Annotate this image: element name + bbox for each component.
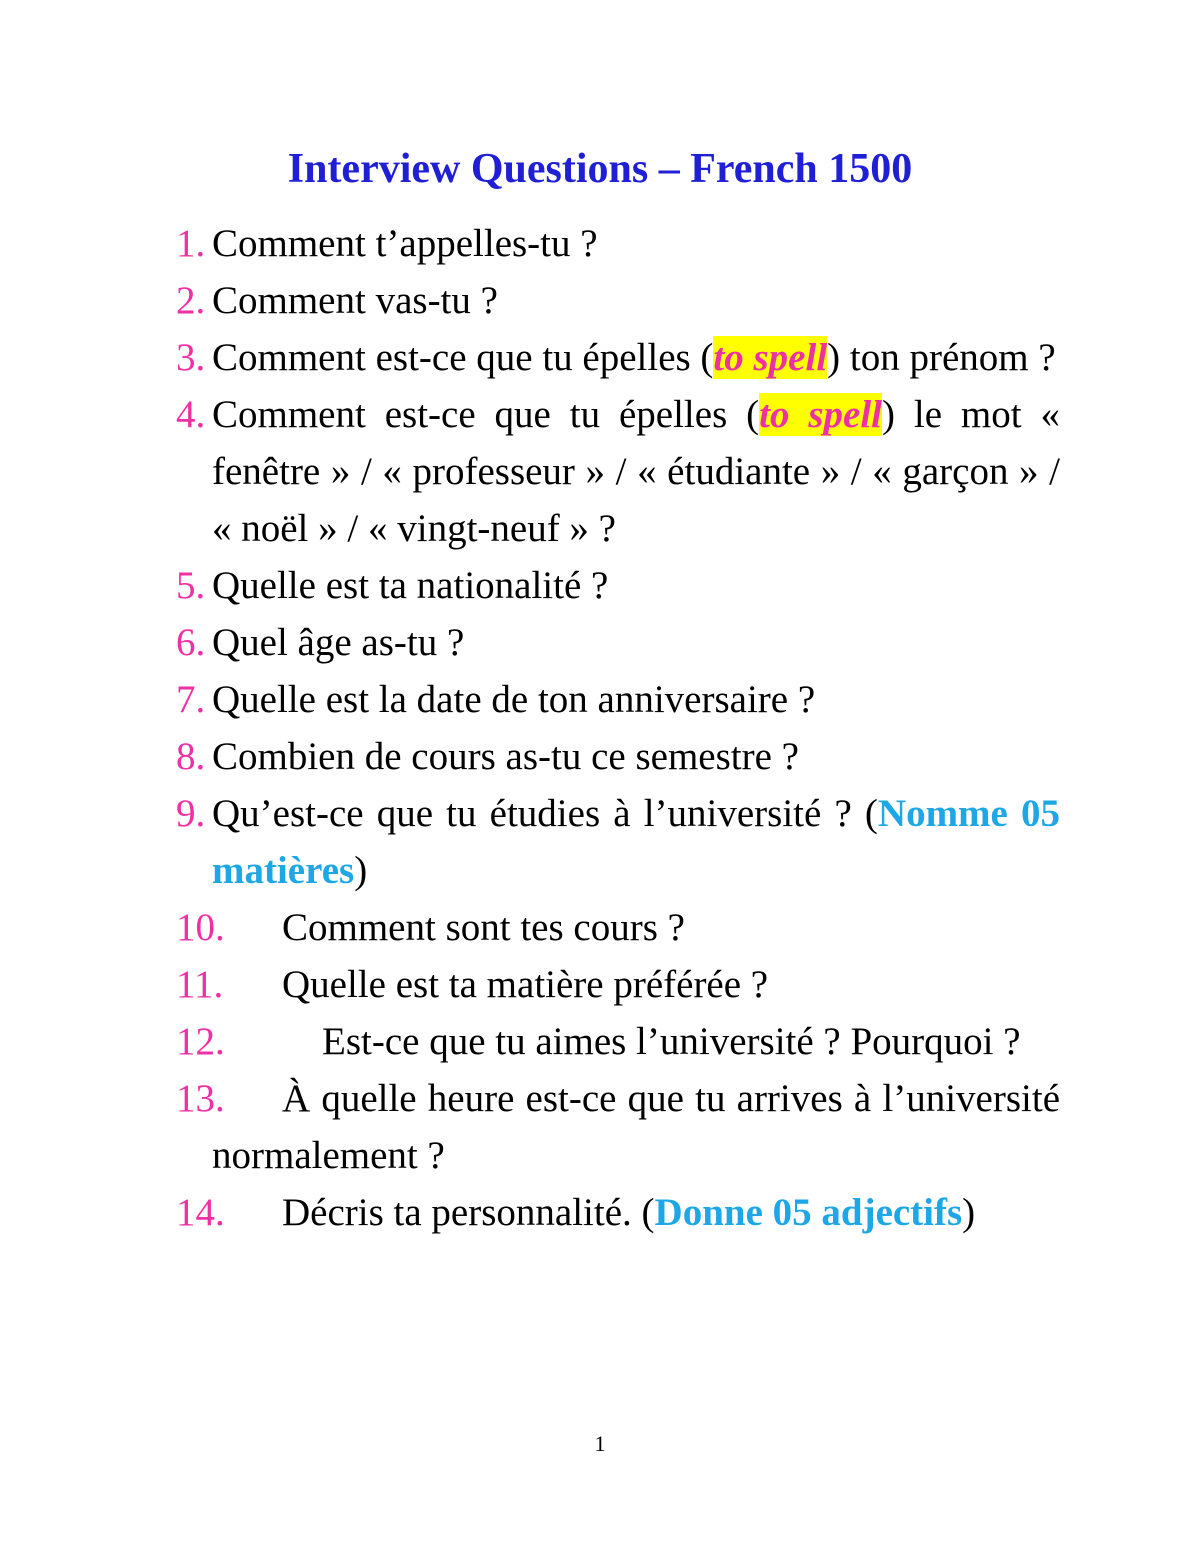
question-item [176,1070,1060,1184]
question-item [176,785,1060,899]
instruction-note: Nomme 05 matières [212,792,1060,892]
question-text-end: ) [962,1191,976,1234]
question-number: 2. [176,279,206,322]
question-number: 4. [176,393,206,436]
question-text: Comment est-ce que tu épelles ( [212,336,714,379]
question-item [176,671,1060,728]
question-text-end: ) [354,849,368,892]
question-list [176,215,1060,1241]
instruction-note: Donne 05 adjectifs [654,1191,963,1234]
question-number: 9. [176,792,206,835]
question-item [176,1184,1060,1241]
question-number: 7. [176,678,206,721]
page-title: Interview Questions – French 1500 [287,146,913,192]
question-text: Comment est-ce que tu épelles ( [212,393,760,436]
question-item [176,557,1060,614]
question-number: 6. [176,621,206,664]
question-text: À quelle heure est-ce que tu arrives à l’université normalement ? [212,1077,1060,1177]
question-item [176,272,1060,329]
question-number: 11. [176,963,224,1006]
question-text: Quelle est la date de ton anniversaire ? [212,678,816,721]
question-text: Comment sont tes cours ? [282,906,685,949]
question-text: Qu’est-ce que tu étudies à l’université ? ( [212,792,878,835]
question-item [176,614,1060,671]
question-text-end: ) le mot « fenêtre » / « professeur » / « étudiante » / « garçon » / « noël » / « vingt-neuf » ? [212,393,1060,550]
page-number: 1 [594,1431,606,1456]
question-number: 14. [176,1191,225,1234]
question-text: Combien de cours as-tu ce semestre ? [212,735,799,778]
question-number: 13. [176,1077,225,1120]
question-text: Quelle est ta matière préférée ? [282,963,769,1006]
question-text: Est-ce que tu aimes l’université ? Pourquoi ? [322,1020,1021,1063]
question-number: 8. [176,735,206,778]
question-item [176,215,1060,272]
question-text: Quelle est ta nationalité ? [212,564,609,607]
question-text: Comment vas-tu ? [212,279,498,322]
question-number: 1. [176,222,206,265]
question-number: 10. [176,906,225,949]
question-text: Quel âge as-tu ? [212,621,465,664]
question-item [176,386,1060,557]
question-text-end: ) ton prénom ? [827,336,1056,379]
highlight-to-spell: to spell [759,393,883,436]
question-text: Comment t’appelles-tu ? [212,222,598,265]
question-item [176,329,1060,386]
question-number: 5. [176,564,206,607]
question-item [176,899,1060,956]
question-number: 3. [176,336,206,379]
highlight-to-spell: to spell [713,336,828,379]
question-item [176,728,1060,785]
question-item [176,1013,1060,1070]
question-number: 12. [176,1020,225,1063]
question-item [176,956,1060,1013]
question-text: Décris ta personnalité. ( [282,1191,655,1234]
